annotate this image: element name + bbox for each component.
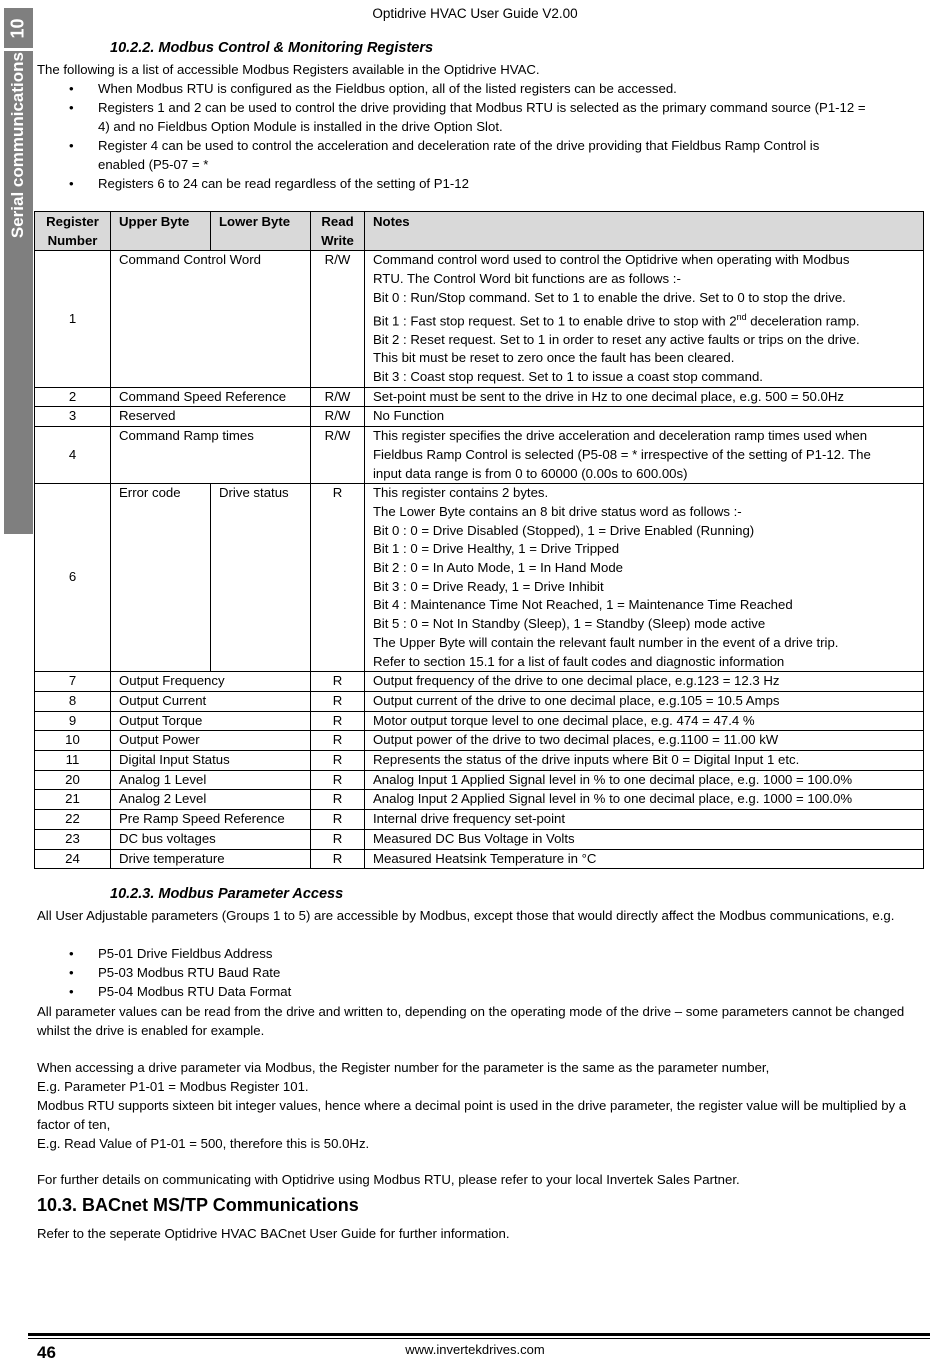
table-row: [35, 251, 924, 387]
register-notes: Output power of the drive to two decimal places, e.g.1100 = 11.00 kW: [365, 731, 924, 751]
register-name: Pre Ramp Speed Reference: [111, 810, 311, 830]
register-lower-byte: Drive status: [211, 484, 311, 672]
register-notes: Command control word used to control the Optidrive when operating with Modbus RTU. The Control Word bit functions are as follows :- Bit 0 : Run/Stop command. Set to 1 to enable the drive. Set to 0 to stop the drive. Bit 1 : Fast stop request. Set to 1 to enable drive to stop with 2nd deceleration ramp. Bit 2 : Reset request. Set to 1 in order to reset any active faults or trips on the drive. This bit must be reset to zero once the fault has been cleared. Bit 3 : Coast stop request. Set to 1 to issue a coast stop command.: [365, 251, 924, 387]
bullet-item: • Registers 1 and 2 can be used to control the drive providing that Modbus RTU is selected as the primary command source (P1-12 = 4) and no Fieldbus Option Module is installed in the drive Option Slot.: [37, 98, 917, 136]
register-name: Command Ramp times: [111, 427, 311, 484]
bacnet-paragraph: Refer to the seperate Optidrive HVAC BACnet User Guide for further information.: [37, 1226, 510, 1241]
table-row: [35, 829, 924, 849]
register-number: 20: [35, 770, 111, 790]
table-row: [35, 731, 924, 751]
register-notes: Motor output torque level to one decimal place, e.g. 474 = 47.4 %: [365, 711, 924, 731]
footer-url: www.invertekdrives.com: [405, 1342, 545, 1357]
table-row: [35, 849, 924, 869]
table-row: [35, 770, 924, 790]
register-rw: R/W: [311, 427, 365, 484]
table-row: [35, 387, 924, 407]
register-name: Output Current: [111, 691, 311, 711]
register-notes: This register contains 2 bytes. The Lower Byte contains an 8 bit drive status word as follows :- Bit 0 : 0 = Drive Disabled (Stopped), 1 = Drive Enabled (Running) Bit 1 : 0 = Drive Healthy, 1 = Drive Tripped Bit 2 : 0 = In Auto Mode, 1 = In Hand Mode Bit 3 : 0 = Drive Ready, 1 = Drive Inhibit Bit 4 : Maintenance Time Not Reached, 1 = Maintenance Time Reached Bit 5 : 0 = Not In Standby (Sleep), 1 = Standby (Sleep) mode active The Upper Byte will contain the relevant fault number in the event of a drive trip. Refer to section 15.1 for a list of fault codes and diagnostic information: [365, 484, 924, 672]
header-register: Register Number: [35, 212, 111, 251]
register-name: DC bus voltages: [111, 829, 311, 849]
register-number: 22: [35, 810, 111, 830]
register-rw: R: [311, 691, 365, 711]
register-rw: R: [311, 484, 365, 672]
register-name: Command Speed Reference: [111, 387, 311, 407]
register-name: Analog 1 Level: [111, 770, 311, 790]
header-lower-byte: Lower Byte: [211, 212, 311, 251]
register-rw: R: [311, 849, 365, 869]
register-number: 1: [35, 251, 111, 387]
register-notes: No Function: [365, 407, 924, 427]
register-rw: R: [311, 790, 365, 810]
register-name: Output Frequency: [111, 672, 311, 692]
parameter-bullets: [37, 944, 917, 1001]
register-number: 7: [35, 672, 111, 692]
section-heading-103: 10.3. BACnet MS/TP Communications: [37, 1195, 359, 1215]
bullet-item: • P5-01 Drive Fieldbus Address: [37, 944, 917, 963]
header-read-write: Read Write: [311, 212, 365, 251]
further-details-paragraph: For further details on communicating with Optidrive using Modbus RTU, please refer to your local Invertek Sales Partner.: [37, 1172, 740, 1187]
register-name: Drive temperature: [111, 849, 311, 869]
register-number: 24: [35, 849, 111, 869]
parameter-access-paragraph: All User Adjustable parameters (Groups 1 to 5) are accessible by Modbus, except those that would directly affect the Modbus communications, e.g.: [37, 908, 895, 923]
register-notes: Measured DC Bus Voltage in Volts: [365, 829, 924, 849]
register-number: 3: [35, 407, 111, 427]
register-notes: Measured Heatsink Temperature in °C: [365, 849, 924, 869]
register-number: 9: [35, 711, 111, 731]
register-notes: Analog Input 2 Applied Signal level in % to one decimal place, e.g. 1000 = 100.0%: [365, 790, 924, 810]
footer-rule: [28, 1333, 930, 1336]
register-rw: R/W: [311, 407, 365, 427]
bullet-item: • P5-04 Modbus RTU Data Format: [37, 982, 917, 1001]
register-rw: R: [311, 770, 365, 790]
register-rw: R: [311, 672, 365, 692]
table-row: [35, 427, 924, 484]
register-notes: Output frequency of the drive to one decimal place, e.g.123 = 12.3 Hz: [365, 672, 924, 692]
register-rw: R: [311, 751, 365, 771]
register-name: Command Control Word: [111, 251, 311, 387]
register-name: Output Torque: [111, 711, 311, 731]
register-notes: Analog Input 1 Applied Signal level in % to one decimal place, e.g. 1000 = 100.0%: [365, 770, 924, 790]
section-heading-1023: 10.2.3. Modbus Parameter Access: [110, 886, 344, 902]
register-name: Reserved: [111, 407, 311, 427]
register-notes: This register specifies the drive acceleration and deceleration ramp times used when Fieldbus Ramp Control is selected (P5-08 = * irrespective of the setting of P1-12. The input data range is from 0 to 60000 (0.00s to 600.00s): [365, 427, 924, 484]
table-row: [35, 484, 924, 672]
register-rw: R: [311, 731, 365, 751]
intro-paragraph: The following is a list of accessible Modbus Registers available in the Optidrive HVAC.: [37, 62, 540, 77]
table-row: [35, 407, 924, 427]
modbus-register-table: [34, 211, 924, 869]
header-upper-byte: Upper Byte: [111, 212, 211, 251]
page-header: Optidrive HVAC User Guide V2.00: [372, 6, 578, 21]
table-row: [35, 672, 924, 692]
register-upper-byte: Error code: [111, 484, 211, 672]
register-name: Analog 2 Level: [111, 790, 311, 810]
register-number-paragraph: When accessing a drive parameter via Modbus, the Register number for the parameter is the same as the parameter number, E.g. Parameter P1-01 = Modbus Register 101. Modbus RTU supports sixteen bit integer values, hence where a decimal point is used in the drive parameter, the register value will be multiplied by a factor of ten, E.g. Read Value of P1-01 = 500, therefore this is 50.0Hz.: [37, 1060, 907, 1151]
register-name: Output Power: [111, 731, 311, 751]
register-number: 23: [35, 829, 111, 849]
parameter-values-paragraph: All parameter values can be read from the drive and written to, depending on the operating mode of the drive – some parameters cannot be changed whilst the drive is enabled for example.: [37, 1004, 905, 1038]
register-rw: R/W: [311, 251, 365, 387]
chapter-number: 10: [4, 8, 33, 51]
register-number: 8: [35, 691, 111, 711]
bullet-item: • Registers 6 to 24 can be read regardless of the setting of P1-12: [37, 174, 917, 193]
bullet-item: • P5-03 Modbus RTU Baud Rate: [37, 963, 917, 982]
register-notes: Output current of the drive to one decimal place, e.g.105 = 10.5 Amps: [365, 691, 924, 711]
register-notes: Set-point must be sent to the drive in Hz to one decimal place, e.g. 500 = 50.0Hz: [365, 387, 924, 407]
table-header-row: [35, 212, 924, 251]
header-notes: Notes: [365, 212, 924, 251]
table-row: [35, 810, 924, 830]
table-row: [35, 691, 924, 711]
register-number: 2: [35, 387, 111, 407]
register-number: 4: [35, 427, 111, 484]
register-rw: R: [311, 829, 365, 849]
section-heading-1022: 10.2.2. Modbus Control & Monitoring Registers: [110, 40, 434, 56]
chapter-label: Serial communications: [8, 52, 27, 239]
register-rw: R: [311, 711, 365, 731]
register-rw: R/W: [311, 387, 365, 407]
table-row: [35, 751, 924, 771]
register-notes: Internal drive frequency set-point: [365, 810, 924, 830]
footer-rule-thin: [28, 1338, 930, 1339]
table-row: [35, 790, 924, 810]
register-notes: Represents the status of the drive inputs where Bit 0 = Digital Input 1 etc.: [365, 751, 924, 771]
bullet-item: • Register 4 can be used to control the acceleration and deceleration rate of the drive providing that Fieldbus Ramp Control is enabled (P5-07 = *: [37, 136, 917, 174]
register-bullets: [37, 79, 917, 193]
register-name: Digital Input Status: [111, 751, 311, 771]
bullet-item: • When Modbus RTU is configured as the Fieldbus option, all of the listed registers can be accessed.: [37, 79, 917, 98]
table-row: [35, 711, 924, 731]
page-number: 46: [37, 1343, 56, 1362]
register-number: 11: [35, 751, 111, 771]
register-number: 10: [35, 731, 111, 751]
register-rw: R: [311, 810, 365, 830]
register-number: 21: [35, 790, 111, 810]
register-number: 6: [35, 484, 111, 672]
